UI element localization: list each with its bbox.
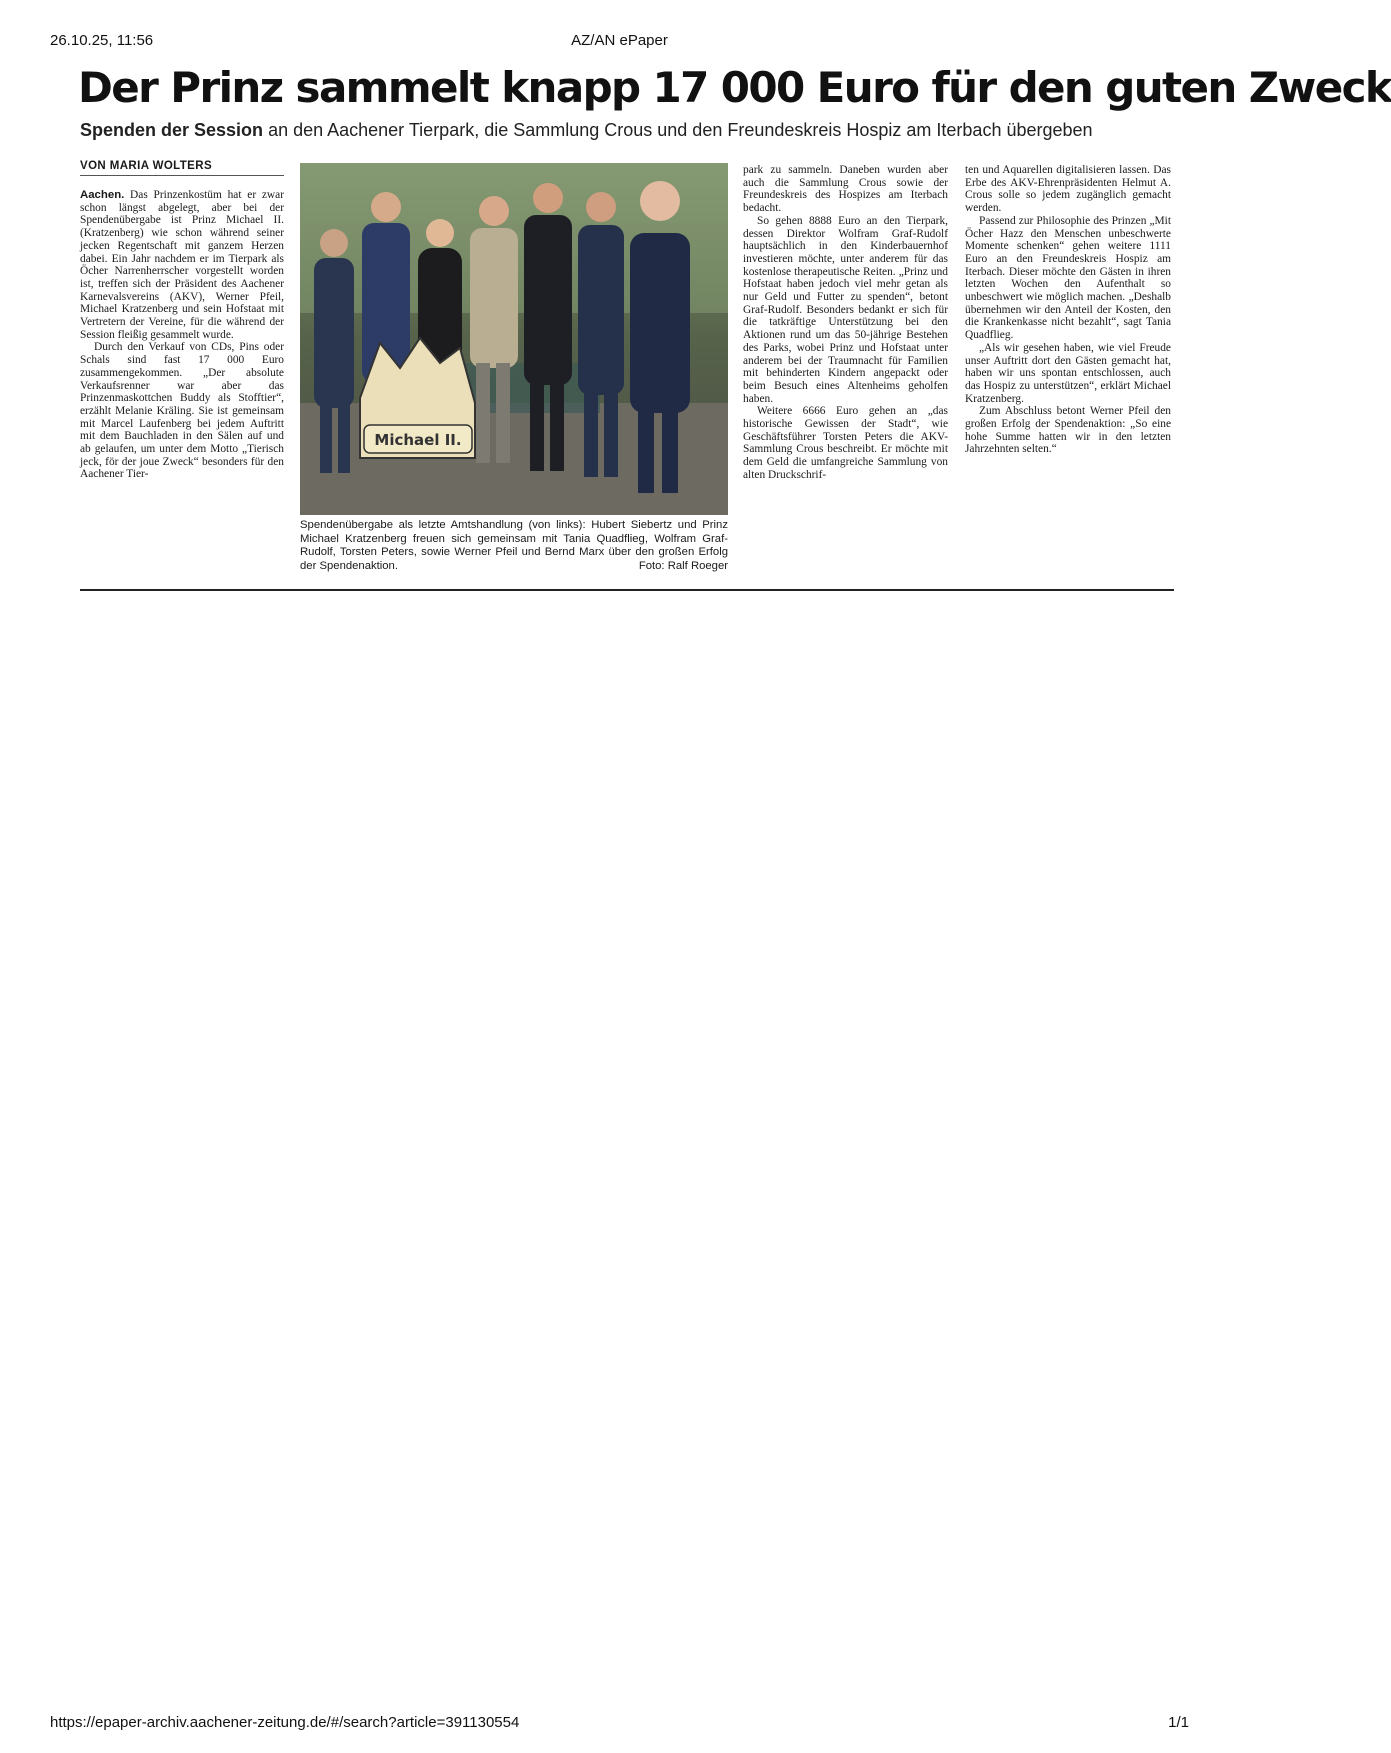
photo-credit: Foto: Ralf Roeger [638, 559, 728, 572]
photo-caption [300, 519, 728, 573]
article-subline [80, 120, 1180, 141]
paragraph: Weitere 6666 Euro gehen an „das historische Gewissen der Stadt“, wie Geschäftsführer Torsten Peters die AKV-Sammlung Crous beschreibt. Er möchte mit dem Geld die umfangreiche Sammlung von alten Druckschrif- [743, 405, 948, 481]
print-page-count: 1/1 [1168, 1714, 1189, 1731]
byline: VON MARIA WOLTERS [80, 160, 284, 176]
group-photo-illustration [300, 163, 728, 515]
paragraph: „Als wir gesehen haben, wie viel Freude unser Auftritt dort den Gästen gemacht hat, haben wir uns spontan entschlossen, auch das Hospiz zu unterstützen“, erklärt Michael Kratzenberg. [965, 341, 1171, 405]
paragraph: So gehen 8888 Euro an den Tierpark, dessen Direktor Wolfram Graf-Rudolf hauptsächlich in den Kinderbauernhof investieren möchte, unter anderem für das kostenlose therapeutische Reiten. „Prinz und Hofstaat haben jedoch viel mehr getan als nur Geld und Futter zu spenden“, betont Graf-Rudolf. Besonders bedankt er sich für die tatkräftige Unterstützung bei den Aktionen rund um das 50-jährige Bestehen des Parks, wobei Prinz und Hofstaat unter anderem bei der Traumnacht für Familien mit behinderten Kindern angepackt oder beim Besuch eines Altenheims geholfen haben. [743, 214, 948, 405]
subline-rest: an den Aachener Tierpark, die Sammlung Crous und den Freundeskreis Hospiz am Iterbach übergeben [263, 120, 1093, 140]
article-bottom-rule [80, 589, 1174, 591]
article-column-3 [743, 164, 948, 482]
article-photo [300, 163, 728, 515]
print-datetime: 26.10.25, 11:56 [50, 32, 154, 49]
paragraph: Durch den Verkauf von CDs, Pins oder Schals sind fast 17 000 Euro zusammengekommen. „Der absolute Verkaufsrenner war aber das Prinzenmaskottchen Buddy als Stofftier“, erzählt Melanie Kräling. Sie ist gemeinsam mit Marcel Laufenberg bei jedem Auftritt mit dem Bauchladen in den Sälen auf und ab gelaufen, um unter dem Motto „Tierisch jeck, för der joue Zweck“ besonders für den Aachener Tier- [80, 341, 284, 481]
michael-sign [360, 338, 475, 458]
paragraph-text: Das Prinzenkostüm hat er zwar schon längst abgelegt, aber bei der Spendenübergabe ist Prinz Michael II. (Kratzenberg) wie schon während seiner jecken Regentschaft mit ganzem Herzen dabei. Ein Jahr nachdem er im Tierpark als Öcher Narrenherrscher vorgestellt worden ist, treffen sich der Präsident des Aachener Karnevalsvereins (AKV), Werner Pfeil, Michael Kratzenberg und sein Hofstaat mit Vertretern der Vereine, für die während der Session fleißig gesammelt wurde. [80, 189, 284, 341]
paragraph [80, 189, 284, 341]
paragraph: park zu sammeln. Daneben wurden aber auch die Sammlung Crous sowie der Freundeskreis des Hospizes am Iterbach bedacht. [743, 164, 948, 215]
paragraph: ten und Aquarellen digitalisieren lassen. Das Erbe des AKV-Ehrenpräsidenten Helmut A. Crous solle so jedem zugänglich gemacht werden. [965, 164, 1171, 215]
caption-text: Spendenübergabe als letzte Amtshandlung (von links): Hubert Siebertz und Prinz Michael Kratzenberg freuen sich gemeinsam mit Tania Quadflieg, Wolfram Graf-Rudolf, Torsten Peters, sowie Werner Pfeil und Bernd Marx über den großen Erfolg der Spendenaktion. [300, 519, 728, 572]
sign-text: Michael II. [374, 431, 462, 449]
article-column-4 [965, 164, 1171, 456]
dateline-place: Aachen. [80, 189, 125, 201]
article-column-1 [80, 189, 284, 481]
paragraph: Passend zur Philosophie des Prinzen „Mit Öcher Hazz den Menschen unbeschwerte Momente schenken“ gehen weitere 1111 Euro an den Freundeskreis Hospiz am Iterbach. Dieser möchte den Gästen in ihren letzten Wochen den Aufenthalt so unbeschwert wie möglich machen. „Deshalb übernehmen wir den Anteil der Kosten, den die Krankenkasse nicht bezahlt“, sagt Tania Quadflieg. [965, 214, 1171, 342]
print-url: https://epaper-archiv.aachener-zeitung.de/#/search?article=391130554 [50, 1714, 520, 1731]
subline-bold: Spenden der Session [80, 120, 264, 140]
paragraph: Zum Abschluss betont Werner Pfeil den großen Erfolg der Spendenaktion: „So eine hohe Summe hatten wir in den letzten Jahrzehnten selten.“ [965, 405, 1171, 456]
print-page-title: AZ/AN ePaper [571, 32, 668, 49]
article-headline: Der Prinz sammelt knapp 17 000 Euro für den guten Zweck [78, 63, 1391, 112]
